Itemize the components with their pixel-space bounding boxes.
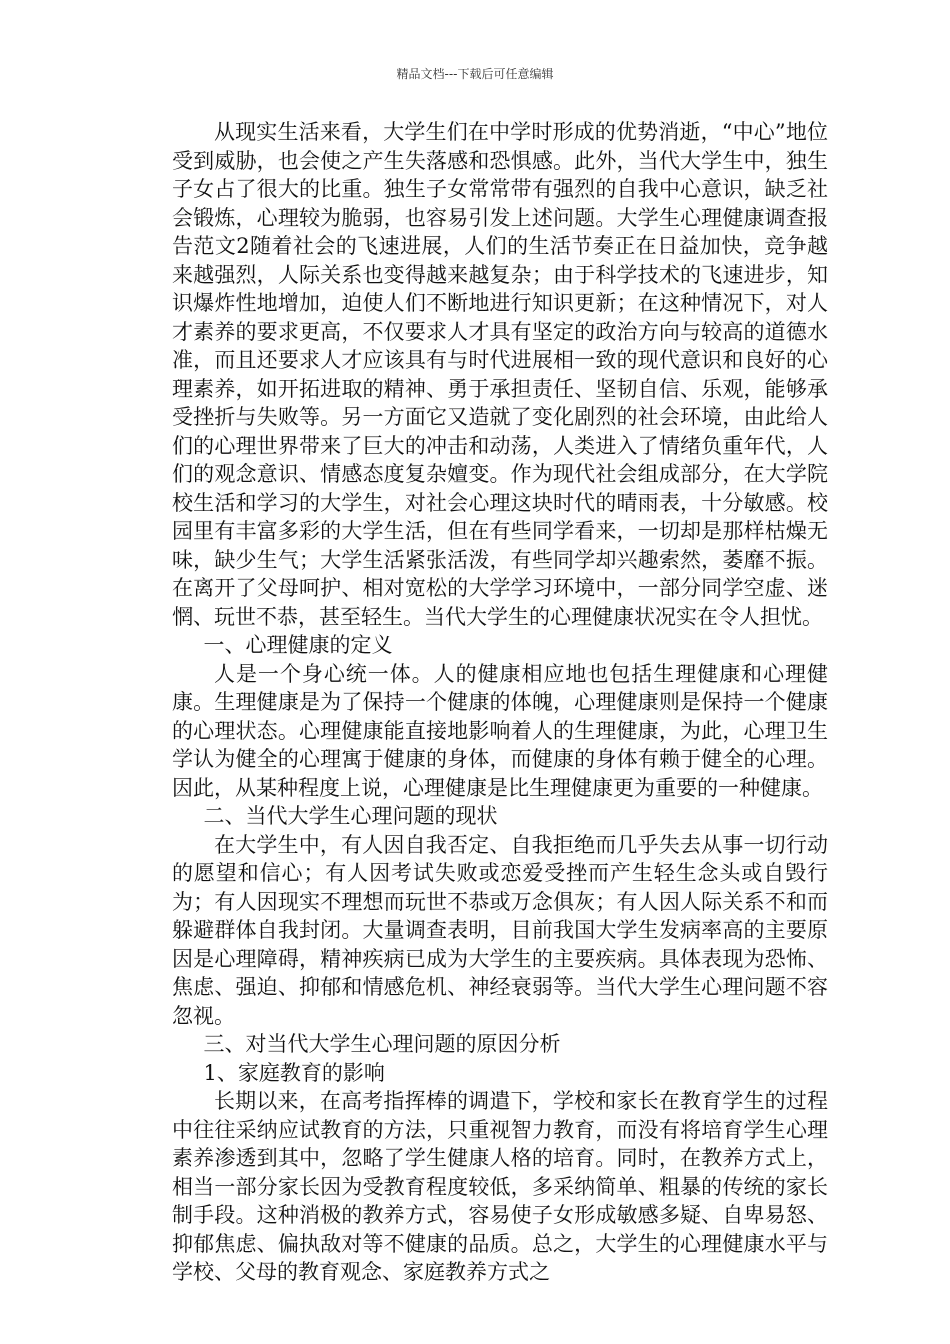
document-body [172,118,828,1287]
paragraph-family: 长期以来，在高考指挥棒的调遣下，学校和家长在教育学生的过程中往往采纳应试教育的方法，只重视智力教育，而没有将培育学生心理素养渗透到其中，忽略了学生健康人格的培育。同时，在教养方式上，相当一部分家长因为受教育程度较低，多采纳简单、粗暴的传统的家长制手段。这种消极的教养方式，容易使子女形成敏感多疑、自卑易怒、抑郁焦虑、偏执敌对等不健康的品质。总之，大学生的心理健康水平与学校、父母的教育观念、家庭教养方式之 [172,1089,828,1284]
page-header: 精品文档---下载后可任意编辑 [396,67,554,81]
section-heading-causes: 三、对当代大学生心理问题的原因分析 [203,1032,561,1056]
subsection-heading-family: 1、家庭教育的影响 [203,1060,385,1085]
paragraph-definition: 人是一个身心统一体。人的健康相应地也包括生理健康和心理健康。生理健康是为了保持一个健康的体魄，心理健康则是保持一个健康的心理状态。心理健康能直接地影响着人的生理健康，为此，心理卫生学认为健全的心理寓于健康的身体，而健康的身体有赖于健全的心理。因此，从某种程度上说，心理健康是比生理健康更为重要的一种健康。 [172,661,828,800]
paragraph-intro: 从现实生活来看，大学生们在中学时形成的优势消逝，“中心”地位受到威胁，也会使之产生失落感和恐惧感。此外，当代大学生中，独生子女占了很大的比重。独生子女常常带有强烈的自我中心意识，缺乏社会锻炼，心理较为脆弱，也容易引发上述问题。大学生心理健康调查报告范文2随着社会的飞速进展，人们的生活节奏正在日益加快，竞争越来越强烈，人际关系也变得越来越复杂；由于科学技术的飞速进步，知识爆炸性地增加，迫使人们不断地进行知识更新；在这种情况下，对人才素养的要求更高，不仅要求人才具有坚定的政治方向与较高的道德水准，而且还要求人才应该具有与时代进展相一致的现代意识和良好的心理素养，如开拓进取的精神、勇于承担责任、坚韧自信、乐观，能够承受挫折与失败等。另一方面它又造就了变化剧烈的社会环境，由此给人们的心理世界带来了巨大的冲击和动荡，人类进入了情绪负重年代，人们的观念意识、情感态度复杂嬗变。作为现代社会组成部分，在大学院校生活和学习的大学生，对社会心理这块时代的晴雨表，十分敏感。校园里有丰富多彩的大学生活，但在有些同学看来，一切却是那样枯燥无味，缺少生气；大学生活紧张活泼，有些同学却兴趣索然，萎靡不振。在离开了父母呵护、相对宽松的大学学习环境中，一部分同学空虚、迷惘、玩世不恭，甚至轻生。当代大学生的心理健康状况实在令人担忧。 [172,120,828,629]
paragraph-status: 在大学生中，有人因自我否定、自我拒绝而几乎失去从事一切行动的愿望和信心；有人因考试失败或恋爱受挫而产生轻生念头或自毁行为；有人因现实不理想而玩世不恭或万念俱灰；有人因人际关系不和而躲避群体自我封闭。大量调查表明，目前我国大学生发病率高的主要原因是心理障碍，精神疾病已成为大学生的主要疾病。具体表现为恐怖、焦虑、强迫、抑郁和情感危机、神经衰弱等。当代大学生心理问题不容忽视。 [172,832,828,1028]
section-heading-status: 二、当代大学生心理问题的现状 [203,804,498,828]
section-heading-definition: 一、心理健康的定义 [203,633,393,657]
